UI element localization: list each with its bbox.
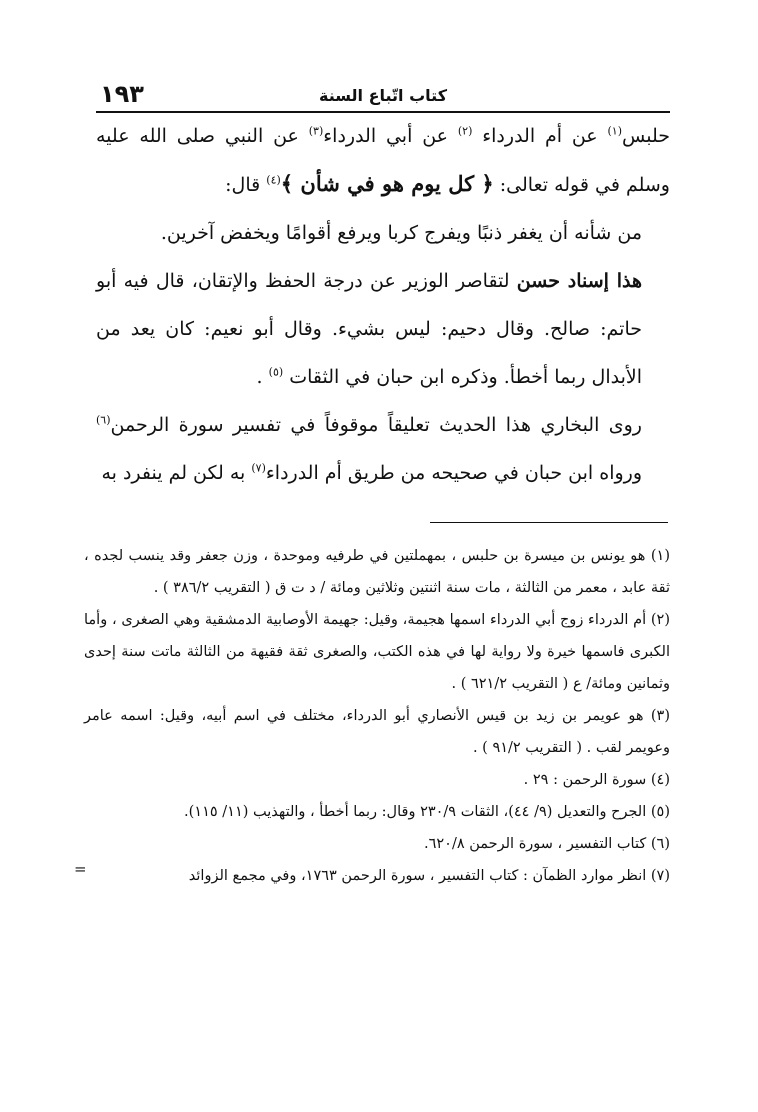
footnote-7-wrap xyxy=(74,860,670,892)
text-span: . xyxy=(256,366,269,388)
footnote-ref-7: (٧) xyxy=(251,461,266,475)
footnote-ref-6: (٦) xyxy=(96,413,111,427)
text-span: حلبس xyxy=(621,125,670,147)
footnotes xyxy=(74,540,670,892)
footnote-ref-3: (٣) xyxy=(308,124,324,138)
text-span: ورواه ابن حبان في صحيحه من طريق أم الدرداء xyxy=(265,462,642,484)
paragraph-2: من شأنه أن يغفر ذنبًا ويفرج كربا ويرفع أقوامًا ويخفض آخرين. xyxy=(160,222,642,244)
footnote-5: (٥) الجرح والتعديل (٩/ ٤٤)، الثقات ٢٣٠/٩ وقال: ربما أخطأ ، والتهذيب (١١/ ١١٥). xyxy=(184,804,670,820)
footnote-ref-4: (٤) xyxy=(266,173,281,187)
text-span: روى البخاري هذا الحديث تعليقاً موقوفاً في تفسير سورة الرحمن xyxy=(110,414,642,436)
quran-verse: ﴿ كل يوم هو في شأن ﴾ xyxy=(280,171,494,196)
footnote-1: (١) هو يونس بن ميسرة بن حلبس ، بمهملتين في طرفيه وموحدة ، وزن جعفر وقد ينسب لجده ، ثقة عابد ، معمر من الثالثة ، مات سنة اثنتين وثلاثين ومائة / د ت ق ( التقريب ٣٨٦/٢ ) . xyxy=(84,548,670,596)
footnote-2: (٢) أم الدرداء زوج أبي الدرداء اسمها هجيمة، وقيل: جهيمة الأوصابية الدمشقية وهي الصغرى ، وأما الكبرى فاسمها خيرة ولا رواية لها في هذه الكتب، والصغرى ثقة فقيهة من الثالثة ماتت سنة إحدى وثمانين ومائة/ ع ( التقريب ٦٢١/٢ ) . xyxy=(84,612,670,692)
paragraph-1 xyxy=(96,112,670,209)
footnote-6: (٦) كتاب التفسير ، سورة الرحمن ٦٢٠/٨. xyxy=(423,836,670,852)
footnote-ref-2: (٢) xyxy=(457,124,473,138)
footnote-separator xyxy=(430,522,668,523)
paragraph-4 xyxy=(96,401,670,497)
footnote-ref-5: (٥) xyxy=(268,365,284,379)
paragraph-3 xyxy=(96,257,670,401)
page-header xyxy=(96,82,670,110)
footnote-ref-1: (١) xyxy=(607,124,622,138)
isnad-verdict: هذا إسناد حسن xyxy=(516,270,642,292)
continuation-mark: = xyxy=(74,860,87,878)
footnote-7: (٧) انظر موارد الظمآن : كتاب التفسير ، سورة الرحمن ١٧٦٣، وفي مجمع الزوائد xyxy=(188,868,670,884)
text-span: عن أم الدرداء xyxy=(472,125,608,147)
text-span: به لكن لم ينفرد به xyxy=(101,462,252,484)
footnote-3: (٣) هو عويمر بن زيد بن قيس الأنصاري أبو الدرداء، مختلف في اسم أبيه، وقيل: اسمه عامر وعويمر لقب . ( التقريب ٩١/٢ ) . xyxy=(84,708,670,756)
footnote-4: (٤) سورة الرحمن : ٢٩ . xyxy=(523,772,670,788)
text-span: قال: xyxy=(225,174,267,196)
text-span: عن النبي صلى الله عليه وسلم في قوله تعالى: xyxy=(96,125,670,196)
text-span: لتقاصر الوزير عن درجة الحفظ والإتقان، قال فيه أبو حاتم: صالح. وقال دحيم: ليس بشيء. وقال أبو نعيم: كان يعد من الأبدال ربما أخطأ. وذكره ابن حبان في الثقات xyxy=(96,270,642,388)
running-title: كتاب اتّباع السنة xyxy=(318,86,448,105)
page-number: ١٩٣ xyxy=(100,80,144,108)
main-text xyxy=(96,112,670,497)
text-span: عن أبي الدرداء xyxy=(323,125,458,147)
